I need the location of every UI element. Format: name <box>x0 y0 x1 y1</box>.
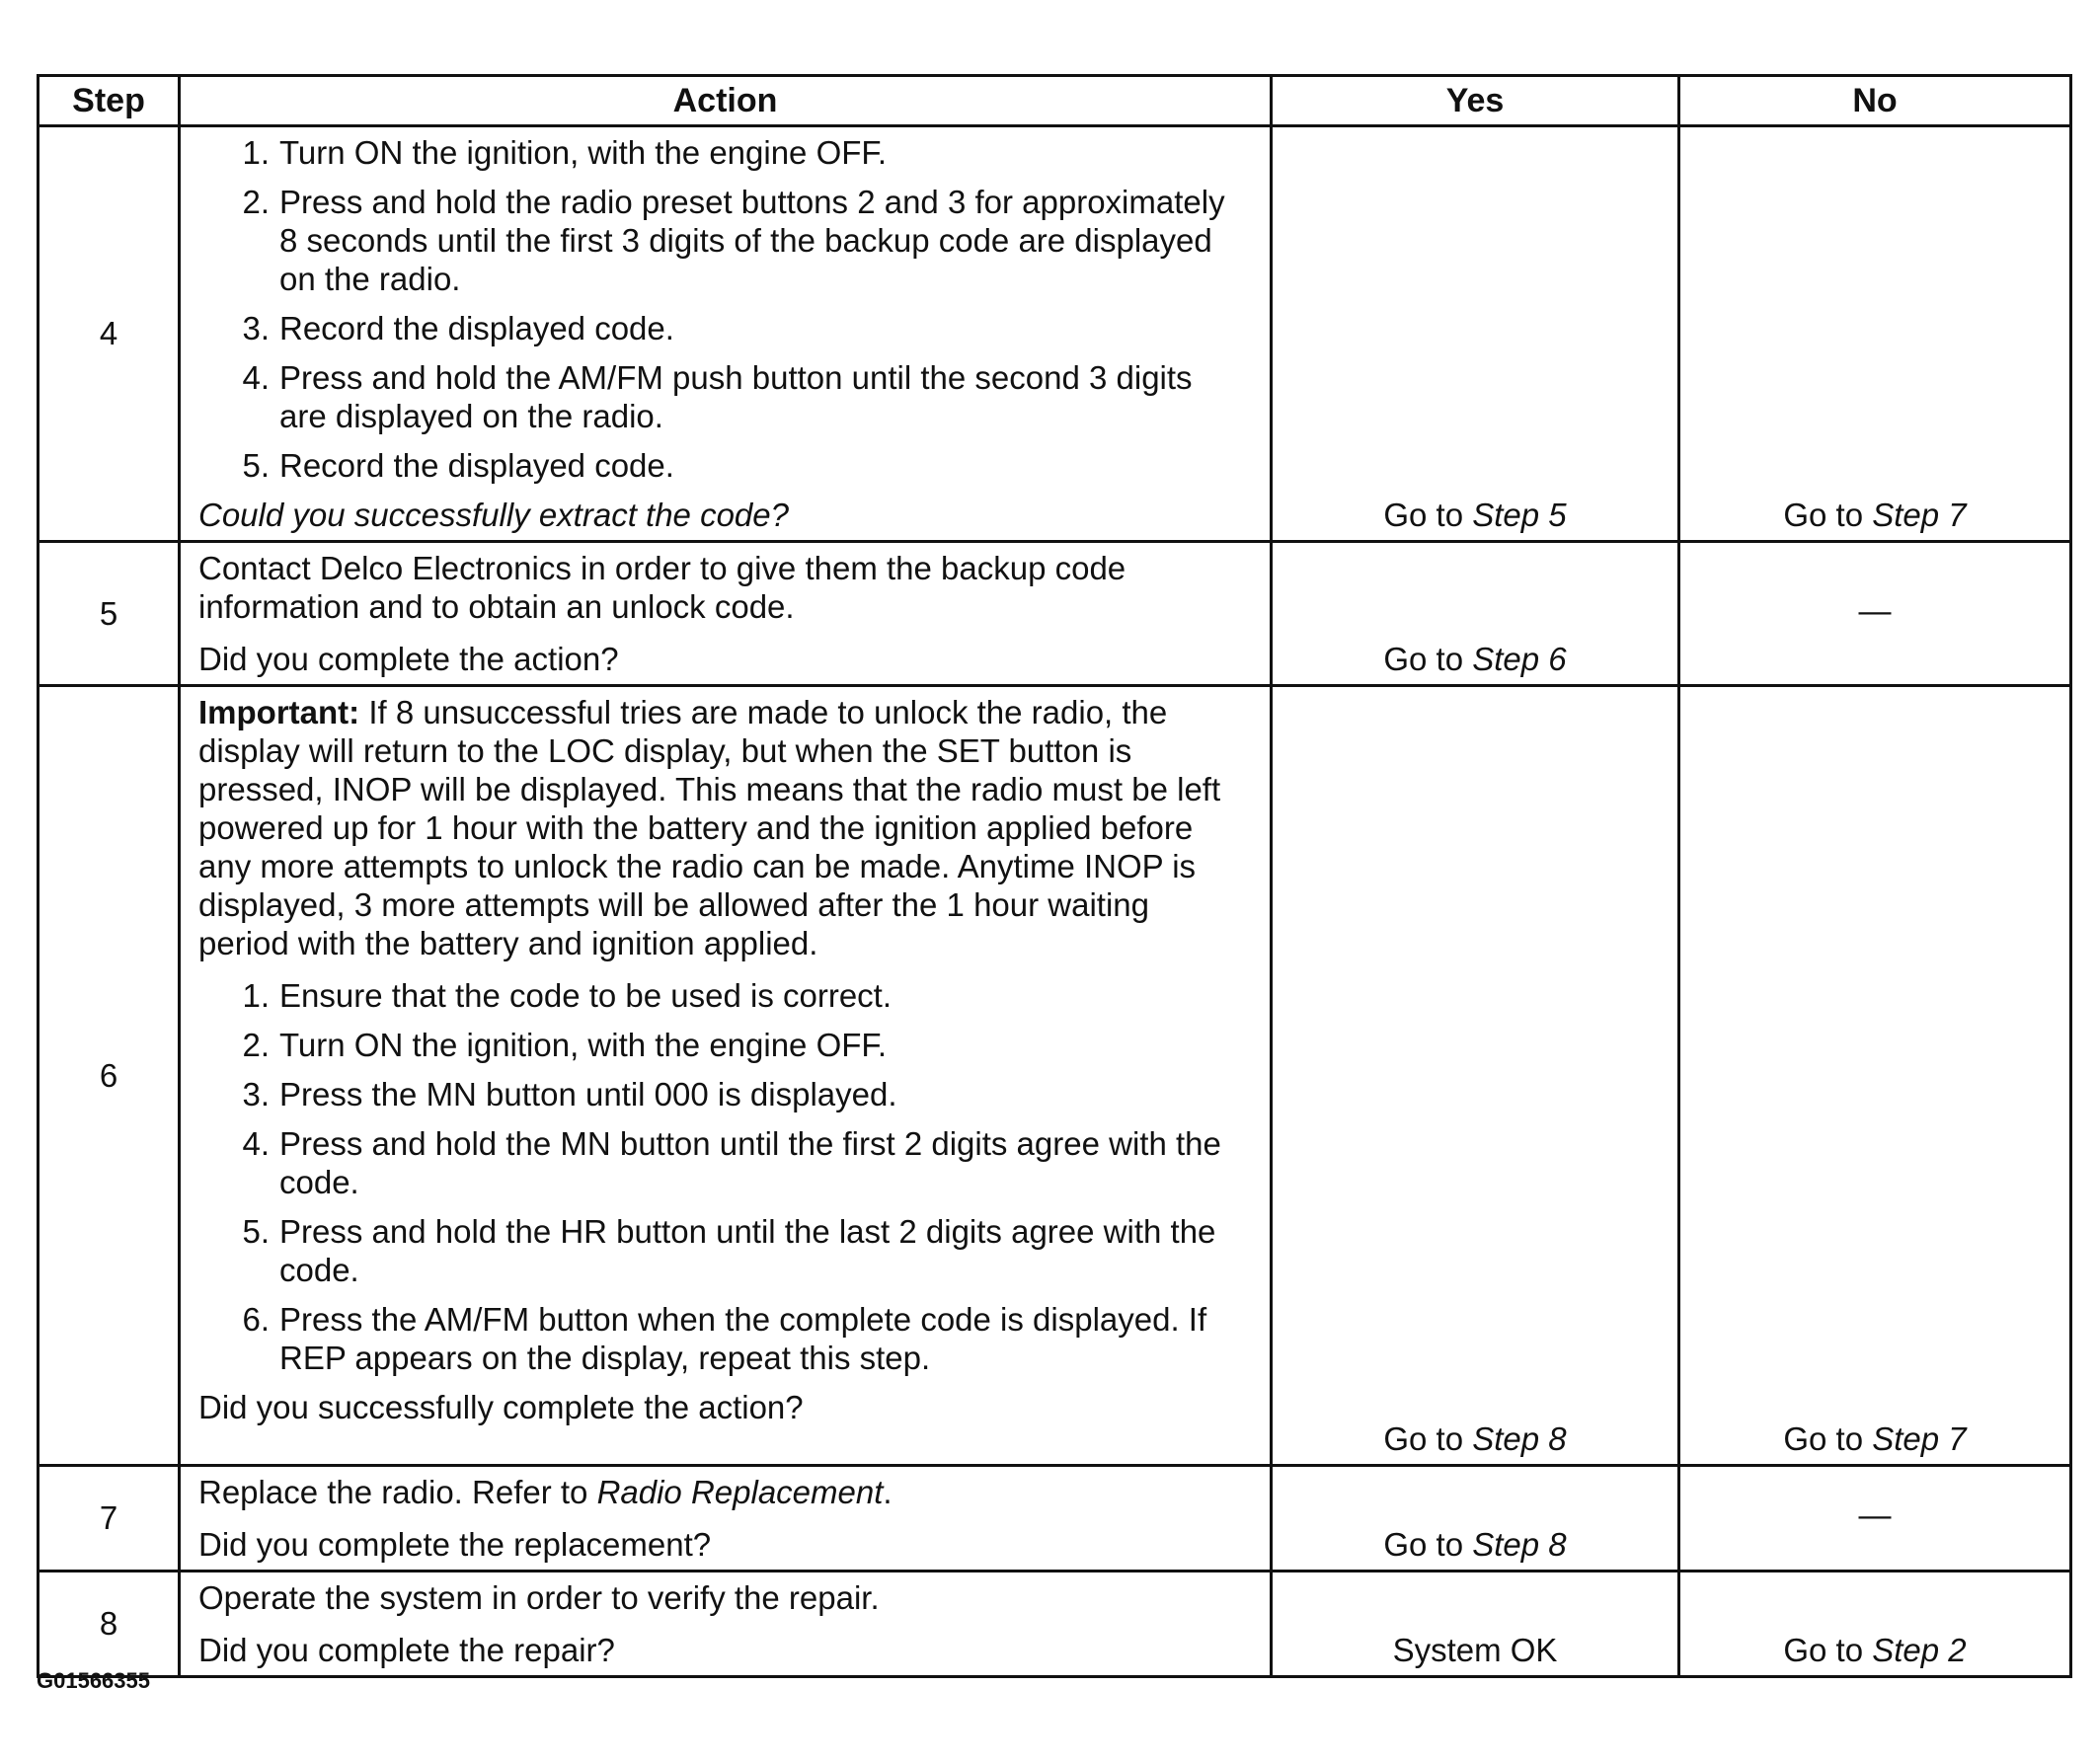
list-item: 2. Press and hold the radio preset buttons 2 and 3 for approximately 8 seconds until the first 3 digits of the backup code are displayed on the radio. <box>242 184 1225 297</box>
question: Did you complete the action? <box>198 641 619 677</box>
header-action: Action <box>180 76 1272 126</box>
step-number: 5 <box>39 542 180 686</box>
list-item: 5. Press and hold the HR button until the last 2 digits agree with the code. <box>242 1213 1216 1288</box>
action-cell <box>180 686 1272 1466</box>
header-no: No <box>1679 76 2071 126</box>
question: Could you successfully extract the code? <box>198 497 789 533</box>
instruction-text: Contact Delco Electronics in order to give them the backup code information and to obtain an unlock code. <box>198 550 1126 625</box>
action-cell <box>180 1466 1272 1572</box>
figure-code: G01566355 <box>37 1668 150 1693</box>
yes-result: System OK <box>1272 1572 1679 1677</box>
step-number: 4 <box>39 126 180 542</box>
list-item: 3. Record the displayed code. <box>242 310 674 346</box>
no-result: Go to Step 2 <box>1679 1572 2071 1677</box>
action-cell <box>180 126 1272 542</box>
diagnostic-table <box>37 74 2072 1678</box>
action-cell <box>180 1572 1272 1677</box>
list-item: 5. Record the displayed code. <box>242 447 674 484</box>
header-yes: Yes <box>1272 76 1679 126</box>
table-row-step-6 <box>39 686 2071 1466</box>
procedure-list <box>198 976 1246 1377</box>
list-item: 4. Press and hold the MN button until the first 2 digits agree with the code. <box>242 1125 1221 1200</box>
list-item: 1. Turn ON the ignition, with the engine OFF. <box>242 134 888 171</box>
no-result: — <box>1679 1466 2071 1572</box>
table-row-step-5 <box>39 542 2071 686</box>
yes-result: Go to Step 8 <box>1272 686 1679 1466</box>
list-item: 4. Press and hold the AM/FM push button until the second 3 digits are displayed on the radio. <box>242 359 1193 434</box>
list-item: 2. Turn ON the ignition, with the engine OFF. <box>242 1027 888 1063</box>
step-number: 8 <box>39 1572 180 1677</box>
question: Did you complete the repair? <box>198 1632 615 1668</box>
question: Did you complete the replacement? <box>198 1526 712 1563</box>
yes-result: Go to Step 8 <box>1272 1466 1679 1572</box>
list-item: 1. Ensure that the code to be used is correct. <box>242 977 893 1014</box>
no-result: Go to Step 7 <box>1679 686 2071 1466</box>
question: Did you successfully complete the action? <box>198 1389 804 1425</box>
list-item: 3. Press the MN button until 000 is displayed. <box>242 1076 897 1112</box>
yes-result: Go to Step 6 <box>1272 542 1679 686</box>
instruction-text: Operate the system in order to verify the repair. <box>198 1579 880 1616</box>
no-result: — <box>1679 542 2071 686</box>
header-step: Step <box>39 76 180 126</box>
no-result: Go to Step 7 <box>1679 126 2071 542</box>
list-item: 6. Press the AM/FM button when the complete code is displayed. If REP appears on the display, repeat this step. <box>242 1301 1207 1376</box>
table-row-step-4 <box>39 126 2071 542</box>
instruction-text: Replace the radio. Refer to Radio Replacement. <box>198 1474 893 1510</box>
yes-result: Go to Step 5 <box>1272 126 1679 542</box>
important-note: Important: If 8 unsuccessful tries are made to unlock the radio, the display will return to the LOC display, but when the SET button is pressed, INOP will be displayed. This means that the radio must be left powered up for 1 hour with the battery and the ignition applied before any more attempts to unlock the radio can be made. Anytime INOP is displayed, 3 more attempts will be allowed after the 1 hour waiting period with the battery and ignition applied. <box>198 694 1221 961</box>
procedure-list <box>198 133 1246 485</box>
header-row <box>39 76 2071 126</box>
action-cell <box>180 542 1272 686</box>
step-number: 6 <box>39 686 180 1466</box>
table-row-step-7 <box>39 1466 2071 1572</box>
step-number: 7 <box>39 1466 180 1572</box>
table-row-step-8 <box>39 1572 2071 1677</box>
